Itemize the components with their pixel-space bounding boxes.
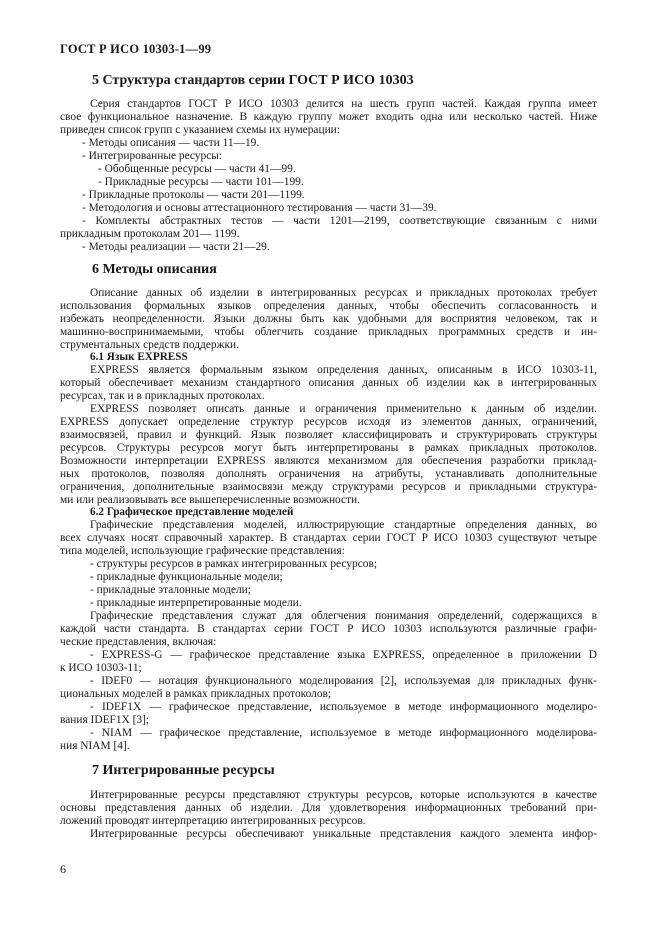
text-line: ресурсов. Структуры ресурсов могут быть интерпретированы в рамках прикладных протоколов. <box>60 442 597 454</box>
text-line: каждой части стандарта. В стандартах серии ГОСТ Р ИСО 10303 используются различные графи- <box>60 623 597 635</box>
section-5-heading: 5 Структура стандартов серии ГОСТ Р ИСО 10303 <box>92 73 414 88</box>
text-line: типа моделей, использующие графические представления: <box>60 545 345 557</box>
list-item: - Интегрированные ресурсы: <box>82 150 223 162</box>
text-line: избежать неопределенности. Языки должны быть как удобными для восприятия человеком, так и <box>60 313 597 325</box>
text-line: ми или реализовывать все вышеперечисленные возможности. <box>60 494 360 506</box>
running-head: ГОСТ Р ИСО 10303-1—99 <box>60 42 212 56</box>
text-line: Графические представления моделей, иллюстрирующие стандартные определения данных, во <box>90 519 597 531</box>
list-item: - прикладные функциональные модели; <box>90 571 283 583</box>
text-line: свое функциональное назначение. В каждую группу может входить одна или несколько частей. Ниже <box>60 111 597 123</box>
text-line: EXPRESS является формальным языком определения данных, описанным в ИСО 10303-11, <box>90 364 597 376</box>
text-line: струментальных средств поддержки. <box>60 339 239 351</box>
text-line: использования формальных языков определения данных, чтобы обеспечить согласованность и <box>60 300 597 312</box>
list-item: - Методология и основы аттестационного тестирования — части 31—39. <box>82 202 437 214</box>
text-line: приведен список групп с указанием схемы их нумерации: <box>60 124 340 136</box>
subsection-6-1-heading: 6.1 Язык EXPRESS <box>90 351 188 363</box>
list-item: - Методы реализации — части 21—29. <box>82 241 270 253</box>
list-item: - прикладные интерпретированные модели. <box>90 597 302 609</box>
text-line: ческие представления, включая: <box>60 636 217 648</box>
text-line: машинно-воспринимаемыми, чтобы облегчить создание прикладных программных средств и ин- <box>60 326 597 338</box>
text-line: циональных моделей в рамках прикладных протоколов; <box>60 688 332 700</box>
list-item: - Прикладные ресурсы — части 101—199. <box>98 176 304 188</box>
list-item: - NIAM — графическое представление, используемое в методе информационного моделирова- <box>90 727 597 739</box>
text-line: Описание данных об изделии в интегрированных ресурсах и прикладных протоколах требует <box>90 287 597 299</box>
list-item: - Прикладные протоколы — части 201—1199. <box>82 189 305 201</box>
text-line: прикладным протоколам 201— 1199. <box>60 228 240 240</box>
text-line: EXPRESS позволяет описать данные и ограничения применительно к данным об изделии. <box>90 403 597 415</box>
page-number: 6 <box>60 862 66 876</box>
subsection-6-2-heading: 6.2 Графическое представление моделей <box>90 506 294 518</box>
text-line: ния NIAM [4]. <box>60 740 130 752</box>
text-line: который обеспечивает механизм стандартного описания данных об изделии как в интегрированных <box>60 377 597 389</box>
list-item: - прикладные эталонные модели; <box>90 584 251 596</box>
text-line: вания IDEF1X [3]; <box>60 714 150 726</box>
list-item: - IDEF0 — нотация функционального моделирования [2], используемая для прикладных функ- <box>90 675 597 687</box>
section-6-heading: 6 Методы описания <box>92 262 217 277</box>
text-line: ограничения, дополнительные взаимосвязи между структурами ресурсов и прикладными структура- <box>60 481 597 493</box>
text-line: EXPRESS допускает определение структур ресурсов исходя из элементов данных, ограничений, <box>60 416 597 428</box>
text-line: Возможности интерпретации EXPRESS являются механизмом для обеспечения разработки приклад- <box>60 455 597 467</box>
text-line: к ИСО 10303-11; <box>60 662 142 674</box>
list-item: - Комплекты абстрактных тестов — части 1201—2199, соответствующие связанным с ними <box>82 215 597 227</box>
list-item: - Обобщенные ресурсы — части 41—99. <box>98 163 296 175</box>
text-line: Графические представления служат для облегчения понимания определений, содержащихся в <box>90 610 597 622</box>
list-item: - структуры ресурсов в рамках интегрированных ресурсов; <box>90 558 377 570</box>
section-7-heading: 7 Интегрированные ресурсы <box>92 763 275 778</box>
list-item: - IDEF1X — графическое представление, используемое в методе информационного моделиро- <box>90 701 597 713</box>
text-line: всех случаях носят справочный характер. В стандартах серии ГОСТ Р ИСО 10303 существуют четыре <box>60 532 597 544</box>
text-line: ложений проводят интерпретацию интегрированных ресурсов. <box>60 815 366 827</box>
text-line: ных протоколов, позволяя дополнять ограничения на атрибуты, устанавливать дополнительные <box>60 468 597 480</box>
text-line: основы представления данных об изделии. Для удовлетворения информационных требований при- <box>60 802 597 814</box>
list-item: - EXPRESS-G — графическое представление языка EXPRESS, определенное в приложении D <box>90 649 597 661</box>
text-line: взаимосвязей, правил и функций. Язык позволяет классифицировать и структурировать структуры <box>60 429 597 441</box>
text-line: Серия стандартов ГОСТ Р ИСО 10303 делится на шесть групп частей. Каждая группа имеет <box>90 98 597 110</box>
text-line: ресурсах, так и в прикладных протоколах. <box>60 390 265 402</box>
text-line: Интегрированные ресурсы представляют структуры ресурсов, которые используются в качестве <box>90 789 597 801</box>
text-line: Интегрированные ресурсы обеспечивают уникальные представления каждого элемента инфор- <box>90 828 597 840</box>
list-item: - Методы описания — части 11—19. <box>82 137 260 149</box>
